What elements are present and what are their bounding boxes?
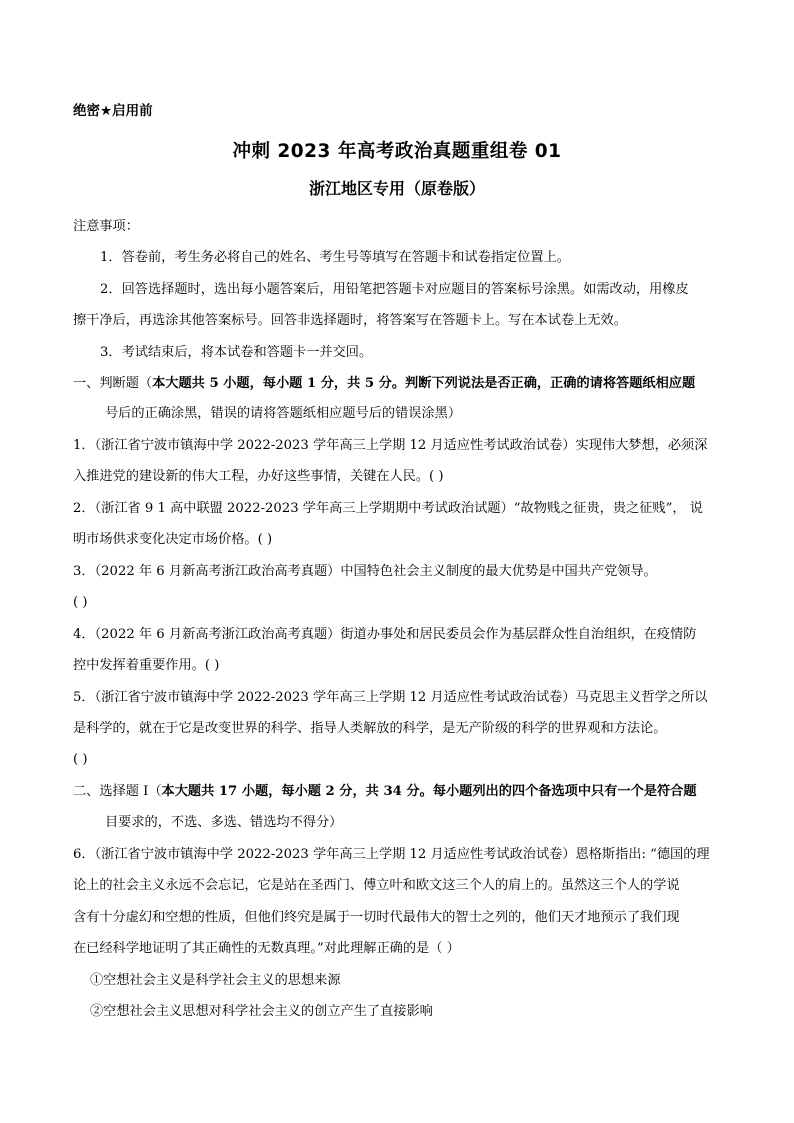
section-1-instructions: 本大题共 5 小题，每小题 1 分，共 5 分。判断下列说法是否正确，正确的请将答题纸相应题: [152, 376, 696, 391]
section-2-heading: [73, 782, 697, 802]
note-item-3: 3．考试结束后，将本试卷和答题卡一并交回。: [100, 345, 373, 360]
section-1-prefix: 一、判断题（: [73, 376, 153, 391]
exam-title: 冲刺 2023 年高考政治真题重组卷 01: [232, 141, 562, 162]
question-6-option-1: ①空想社会主义是科学社会主义的思想来源: [90, 973, 341, 988]
question-5-cont: 是科学的，就在于它是改变世界的科学、指导人类解放的科学，是无产阶级的科学的世界观和方法论。: [73, 721, 667, 736]
section-2-instructions-cont: 目要求的，不选、多选、错选均不得分）: [105, 815, 343, 830]
question-3: 3．（2022 年 6 月新高考浙江政治高考真题）中国特色社会主义制度的最大优势是中国共产党领导。: [73, 564, 657, 579]
section-2-instructions: 本大题共 17 小题，每小题 2 分，共 34 分。每小题列出的四个备选项中只有一个是符合题: [161, 784, 697, 799]
notes-heading: 注意事项：: [73, 219, 139, 234]
question-3-answer-blank: ( ): [73, 595, 88, 610]
note-item-2-cont: 擦干净后，再选涂其他答案标号。回答非选择题时，将答案写在答题卡上。写在本试卷上无效。: [73, 313, 627, 328]
question-2: 2．（浙江省 9 1 高中联盟 2022-2023 学年高三上学期期中考试政治试题）“故物贱之征贵，贵之征贱”， 说: [73, 501, 703, 516]
question-4: 4．（2022 年 6 月新高考浙江政治高考真题）街道办事处和居民委员会作为基层群众性自治组织，在疫情防: [73, 627, 697, 642]
section-1-heading: [73, 374, 695, 394]
question-1: 1．（浙江省宁波市镇海中学 2022-2023 学年高三上学期 12 月适应性考试政治试卷）实现伟大梦想，必须深: [73, 438, 708, 453]
question-6-option-2: ②空想社会主义思想对科学社会主义的创立产生了直接影响: [90, 1004, 433, 1019]
question-5-answer-blank: ( ): [73, 752, 88, 767]
question-6-cont-1: 论上的社会主义永远不会忘记，它是站在圣西门、傅立叶和欧文这三个人的肩上的。虽然这三个人的学说: [73, 878, 680, 893]
note-item-2: 2．回答选择题时，选出每小题答案后，用铅笔把答题卡对应题目的答案标号涂黑。如需改动，用橡皮: [100, 282, 689, 297]
question-6-cont-3: 在已经科学地证明了其正确性的无数真理。”对此理解正确的是（ ）: [73, 941, 460, 956]
section-2-prefix: 二、选择题 I（: [73, 784, 162, 799]
note-item-1: 1．答卷前，考生务必将自己的姓名、考生号等填写在答题卡和试卷指定位置上。: [100, 250, 570, 265]
exam-subtitle: 浙江地区专用（原卷版）: [308, 179, 485, 198]
question-5: 5．（浙江省宁波市镇海中学 2022-2023 学年高三上学期 12 月适应性考试政治试卷）马克思主义哲学之所以: [73, 690, 708, 705]
question-4-cont: 控中发挥着重要作用。( ): [73, 658, 220, 673]
question-2-cont: 明市场供求变化决定市场价格。( ): [73, 532, 273, 547]
confidential-label: 绝密★启用前: [73, 103, 153, 119]
question-6-cont-2: 含有十分虚幻和空想的性质，但他们终究是属于一切时代最伟大的智士之列的，他们天才地预示了我们现: [73, 910, 680, 925]
question-1-cont: 入推进党的建设新的伟大工程，办好这些事情，关键在人民。( ): [73, 469, 444, 484]
section-1-instructions-cont: 号后的正确涂黑，错误的请将答题纸相应题号后的错误涂黑）: [105, 406, 462, 421]
question-6: 6．（浙江省宁波市镇海中学 2022-2023 学年高三上学期 12 月适应性考试政治试卷）恩格斯指出: “德国的理: [73, 847, 710, 862]
